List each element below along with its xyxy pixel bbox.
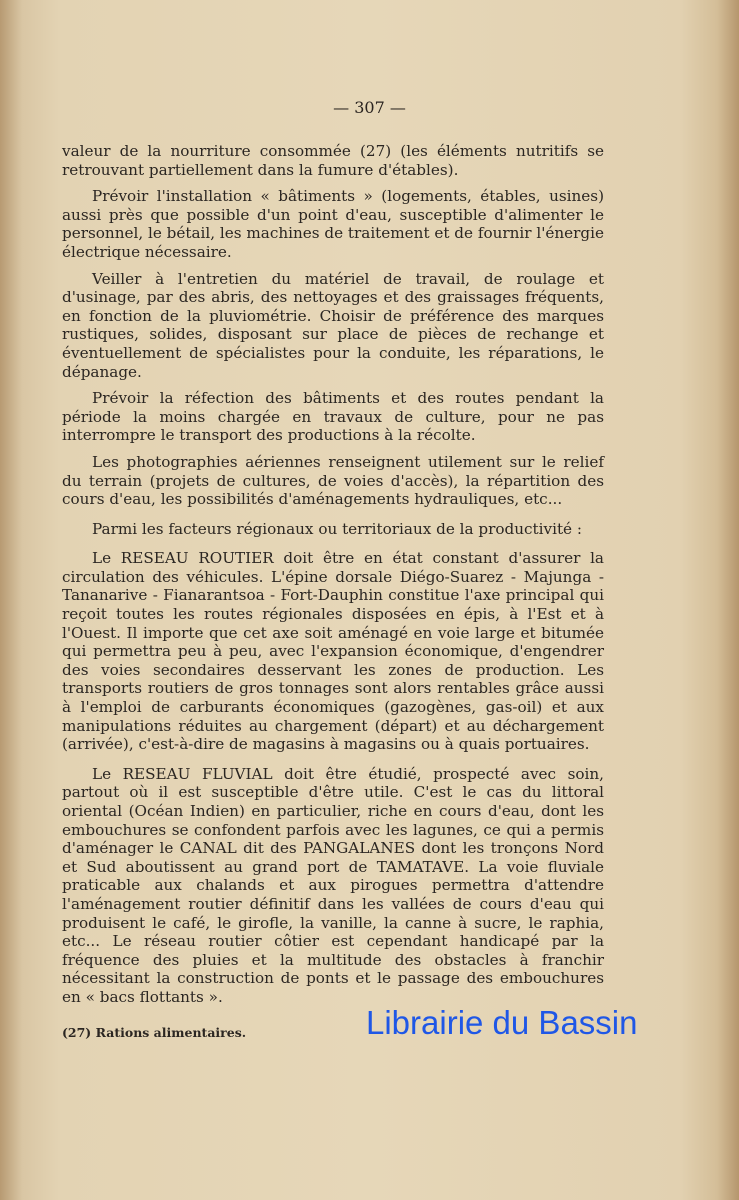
body-text	[62, 142, 604, 1007]
watermark-text: Librairie du Bassin	[366, 1004, 638, 1041]
paragraph-2: Prévoir l'installation « bâtiments » (logements, étables, usines) aussi près que possible d'un point d'eau, susceptible d'alimenter le personnel, le bétail, les machines de traitement et de fournir l'énergie électrique nécessaire.	[62, 187, 604, 261]
paragraph-1: valeur de la nourriture consommée (27) (les éléments nutritifs se retrouvant partiellement dans la fumure d'étables).	[62, 142, 604, 179]
paragraph-reseau-routier: Le RESEAU ROUTIER doit être en état constant d'assurer la circulation des véhicules. L'épine dorsale Diégo-Suarez - Majunga - Tananarive - Fianarantsoa - Fort-Dauphin constitue l'axe principal qui reçoit toutes les routes régionales disposées en épis, à l'Est et à l'Ouest. Il importe que cet axe soit aménagé en voie large et bitumée qui permettra peu à peu, avec l'expansion économique, d'engendrer des voies secondaires desservant les zones de production. Les transports routiers de gros tonnages sont alors rentables grâce aussi à l'emploi de carburants économiques (gazogènes, gas-oil) et aux manipulations réduites au chargement (départ) et au déchargement (arrivée), c'est-à-dire de magasins à magasins ou à quais portuaires.	[62, 549, 604, 754]
paragraph-5: Les photographies aériennes renseignent utilement sur le relief du terrain (projets de cultures, de voies d'accès), la répartition des cours d'eau, les possibilités d'aménagements hydrauliques, etc...	[62, 452, 604, 509]
paragraph-4: Prévoir la réfection des bâtiments et des routes pendant la période la moins chargée en travaux de culture, pour ne pas interrompre le transport des productions à la récolte.	[62, 389, 604, 445]
page-number: — 307 —	[333, 98, 406, 117]
paragraph-3: Veiller à l'entretien du matériel de travail, de roulage et d'usinage, par des abris, des nettoyages et des graissages fréquents, en fonction de la pluviométrie. Choisir de préférence des marques rustiques, solides, disposant sur place de pièces de rechange et éventuellement de spécialistes pour la conduite, les réparations, le dépanage.	[62, 269, 604, 381]
paragraph-6: Parmi les facteurs régionaux ou territoriaux de la productivité :	[92, 519, 582, 538]
paragraph-reseau-fluvial: Le RESEAU FLUVIAL doit être étudié, prospecté avec soin, partout où il est susceptible d'être utile. C'est le cas du littoral oriental (Océan Indien) en particulier, riche en cours d'eau, dont les embouchures se confondent parfois avec les lagunes, ce qui a permis d'aménager le CANAL dit des PANGALANES dont les tronçons Nord et Sud aboutissent au grand port de TAMATAVE. La voie fluviale praticable aux chalands et aux pirogues permettra d'attendre l'aménagement routier définitif dans les vallées de cours d'eau qui produisent le café, le girofle, la vanille, la canne à sucre, le raphia, etc... Le réseau routier côtier est cependant handicapé par la fréquence des pluies et la multitude des obstacles à franchir nécessitant la construction de ponts et le passage des embouchures en « bacs flottants ».	[62, 764, 604, 1006]
footnote: (27) Rations alimentaires.	[62, 1025, 247, 1040]
